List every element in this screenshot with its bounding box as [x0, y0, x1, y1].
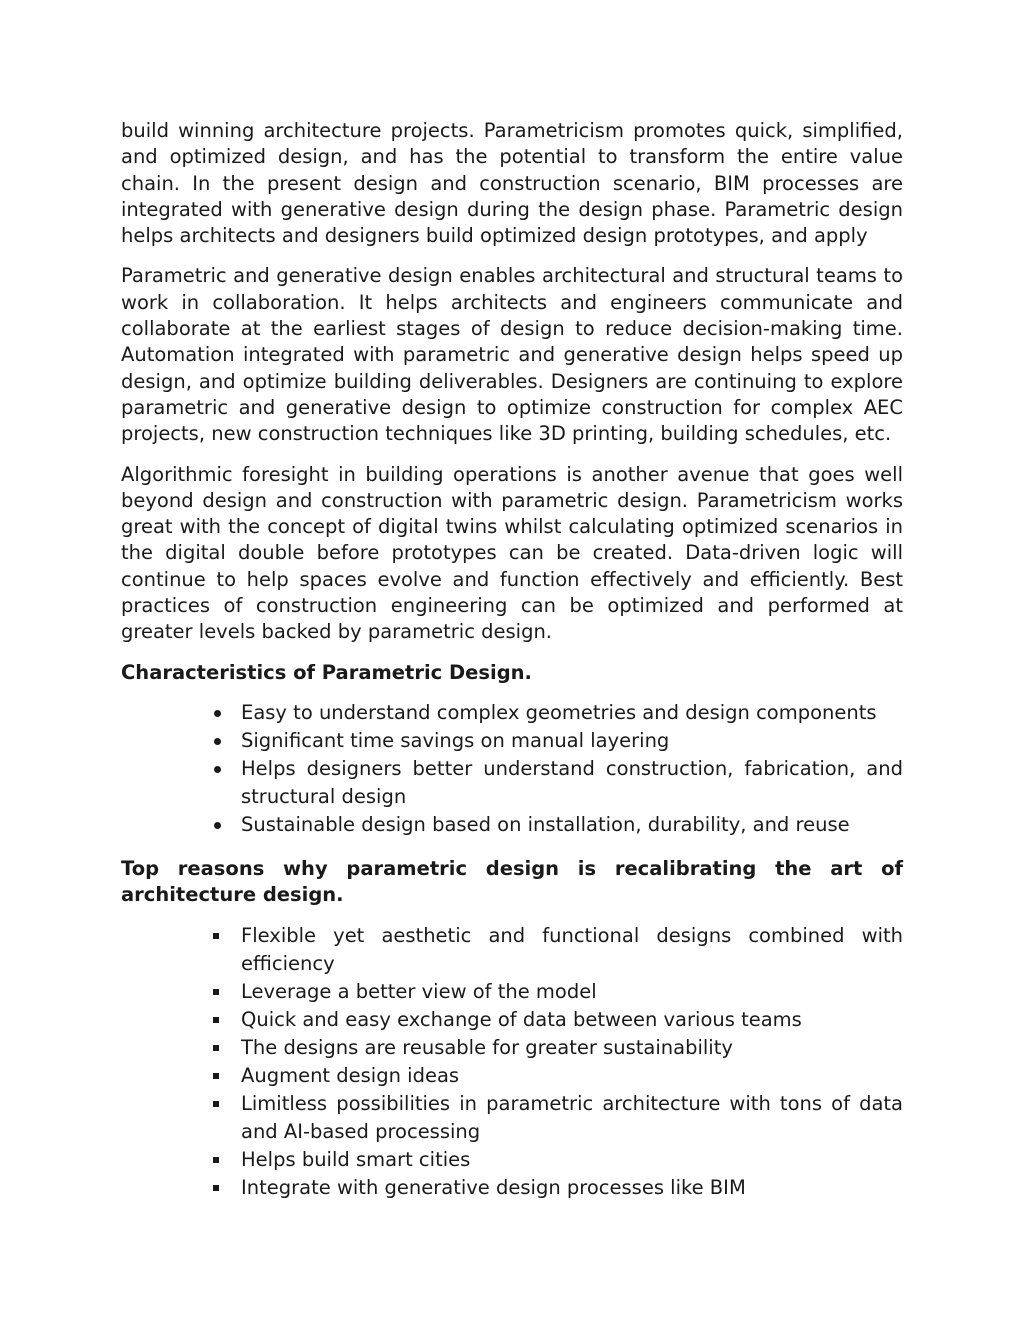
list-item — [121, 755, 903, 811]
list-item — [121, 1174, 903, 1202]
list-item — [121, 1146, 903, 1174]
list-item-text: The designs are reusable for greater sustainability — [241, 1035, 733, 1059]
list-item-text: Easy to understand complex geometries and design components — [241, 700, 877, 724]
bullet-icon — [214, 738, 221, 745]
square-bullet-icon — [213, 1073, 219, 1079]
paragraph-3: Algorithmic foresight in building operations is another avenue that goes well beyond design and construction with parametric design. Parametricism works great with the concept of digital twins whilst calculating optimized scenarios in the digital double before prototypes can be created. Data-driven logic will continue to help spaces evolve and function effectively and efficiently. Best practices of construction engineering can be optimized and performed at greater levels backed by parametric design. — [121, 462, 903, 644]
heading-top-reasons: Top reasons why parametric design is recalibrating the art of architecture design. — [121, 856, 903, 907]
list-item-text: Sustainable design based on installation, durability, and reuse — [241, 812, 850, 836]
list-item — [121, 922, 903, 978]
list-item — [121, 1090, 903, 1146]
list-item — [121, 1034, 903, 1062]
list-item-text: Augment design ideas — [241, 1063, 460, 1087]
paragraph-2: Parametric and generative design enables architectural and structural teams to work in collaboration. It helps architects and engineers communicate and collaborate at the earliest stages of design to reduce decision-making time. Automation integrated with parametric and generative design helps speed up design, and optimize building deliverables. Designers are continuing to explore parametric and generative design to optimize construction for complex AEC projects, new construction techniques like 3D printing, building schedules, etc. — [121, 264, 903, 446]
list-item-text: Leverage a better view of the model — [241, 979, 597, 1003]
square-bullet-icon — [213, 1045, 219, 1051]
list-item — [121, 1006, 903, 1034]
list-item-text: Flexible yet aesthetic and functional designs combined with efficiency — [241, 923, 903, 975]
bullet-icon — [214, 766, 221, 773]
square-bullet-icon — [213, 1157, 219, 1163]
square-bullet-icon — [213, 1185, 219, 1191]
list-item — [121, 811, 903, 839]
square-bullet-icon — [213, 1101, 219, 1107]
paragraph-1: build winning architecture projects. Parametricism promotes quick, simplified, and optimized design, and has the potential to transform the entire value chain. In the present design and construction scenario, BIM processes are integrated with generative design during the design phase. Parametric design helps architects and designers build optimized design prototypes, and apply — [121, 119, 903, 248]
list-item-text: Quick and easy exchange of data between various teams — [241, 1007, 802, 1031]
list-item-text: Helps build smart cities — [241, 1147, 471, 1171]
list-item — [121, 727, 903, 755]
square-bullet-icon — [213, 933, 219, 939]
characteristics-list — [121, 699, 903, 839]
list-item-text: Helps designers better understand construction, fabrication, and structural design — [241, 756, 903, 808]
list-item-text: Integrate with generative design processes like BIM — [241, 1175, 746, 1199]
list-item — [121, 978, 903, 1006]
square-bullet-icon — [213, 1017, 219, 1023]
square-bullet-icon — [213, 989, 219, 995]
bullet-icon — [214, 822, 221, 829]
document-page — [121, 118, 903, 1202]
list-item — [121, 1062, 903, 1090]
bullet-icon — [214, 710, 221, 717]
list-item-text: Significant time savings on manual layering — [241, 728, 670, 752]
reasons-list — [121, 922, 903, 1202]
list-item — [121, 699, 903, 727]
heading-characteristics: Characteristics of Parametric Design. — [121, 660, 532, 684]
list-item-text: Limitless possibilities in parametric architecture with tons of data and AI-based processing — [241, 1091, 903, 1143]
